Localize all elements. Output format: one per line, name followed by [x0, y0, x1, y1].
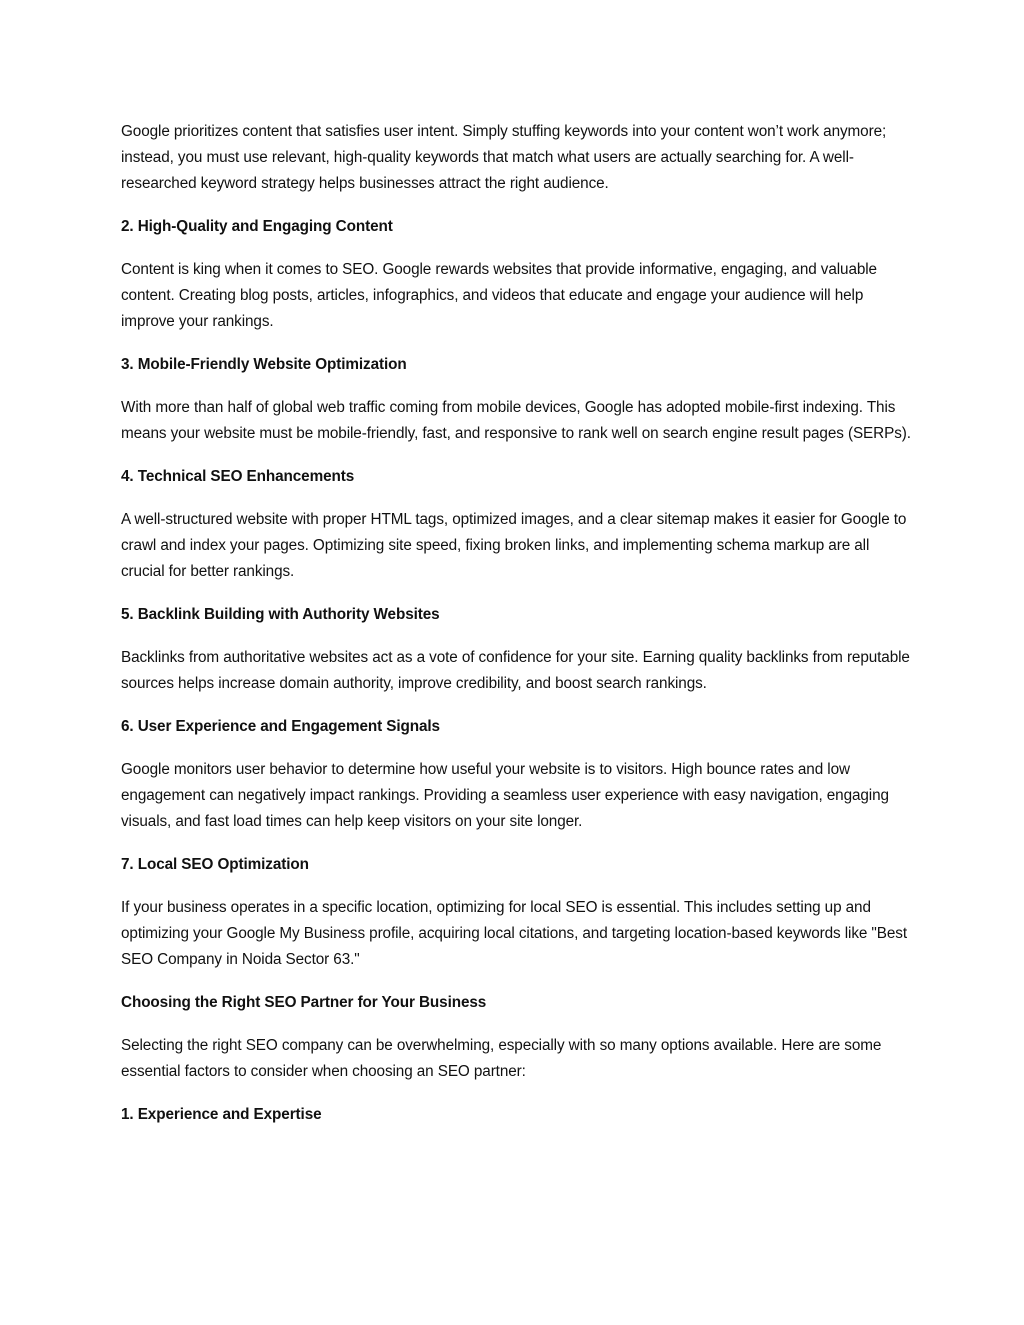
paragraph-user-experience: Google monitors user behavior to determine how useful your website is to visitors. High bounce rates and low engagement can negatively impact rankings. Providing a seamless user experience with easy navigation, engaging visuals, and fast load times can help keep visitors on your site longer. [121, 761, 889, 830]
heading-mobile-friendly: 3. Mobile-Friendly Website Optimization [121, 356, 407, 373]
document-page [121, 119, 911, 1145]
heading-experience-expertise: 1. Experience and Expertise [121, 1106, 322, 1123]
heading-user-experience: 6. User Experience and Engagement Signals [121, 718, 440, 735]
paragraph-backlink-building: Backlinks from authoritative websites act as a vote of confidence for your site. Earning quality backlinks from reputable sources helps increase domain authority, improve credibility, and boost search rankings. [121, 649, 910, 692]
heading-high-quality-content: 2. High-Quality and Engaging Content [121, 218, 393, 235]
heading-backlink-building: 5. Backlink Building with Authority Websites [121, 606, 440, 623]
heading-choosing-seo-partner: Choosing the Right SEO Partner for Your Business [121, 994, 487, 1011]
paragraph-technical-seo: A well-structured website with proper HTML tags, optimized images, and a clear sitemap makes it easier for Google to crawl and index your pages. Optimizing site speed, fixing broken links, and implementing schema markup are all crucial for better rankings. [121, 511, 907, 580]
paragraph-high-quality-content: Content is king when it comes to SEO. Google rewards websites that provide informative, engaging, and valuable content. Creating blog posts, articles, infographics, and videos that educate and engage your audience will help improve your rankings. [121, 261, 877, 330]
paragraph-user-intent: Google prioritizes content that satisfies user intent. Simply stuffing keywords into your content won’t work anymore; instead, you must use relevant, high-quality keywords that match what users are actually searching for. A well-researched keyword strategy helps businesses attract the right audience. [121, 123, 887, 192]
paragraph-local-seo: If your business operates in a specific location, optimizing for local SEO is essential. This includes setting up and optimizing your Google My Business profile, acquiring local citations, and targeting location-based keywords like "Best SEO Company in Noida Sector 63." [121, 899, 907, 968]
heading-technical-seo: 4. Technical SEO Enhancements [121, 468, 355, 485]
paragraph-mobile-friendly: With more than half of global web traffic coming from mobile devices, Google has adopted mobile-first indexing. This means your website must be mobile-friendly, fast, and responsive to rank well on search engine result pages (SERPs). [121, 399, 911, 442]
heading-local-seo: 7. Local SEO Optimization [121, 856, 309, 873]
paragraph-choosing-seo-partner: Selecting the right SEO company can be overwhelming, especially with so many options available. Here are some essential factors to consider when choosing an SEO partner: [121, 1037, 882, 1080]
